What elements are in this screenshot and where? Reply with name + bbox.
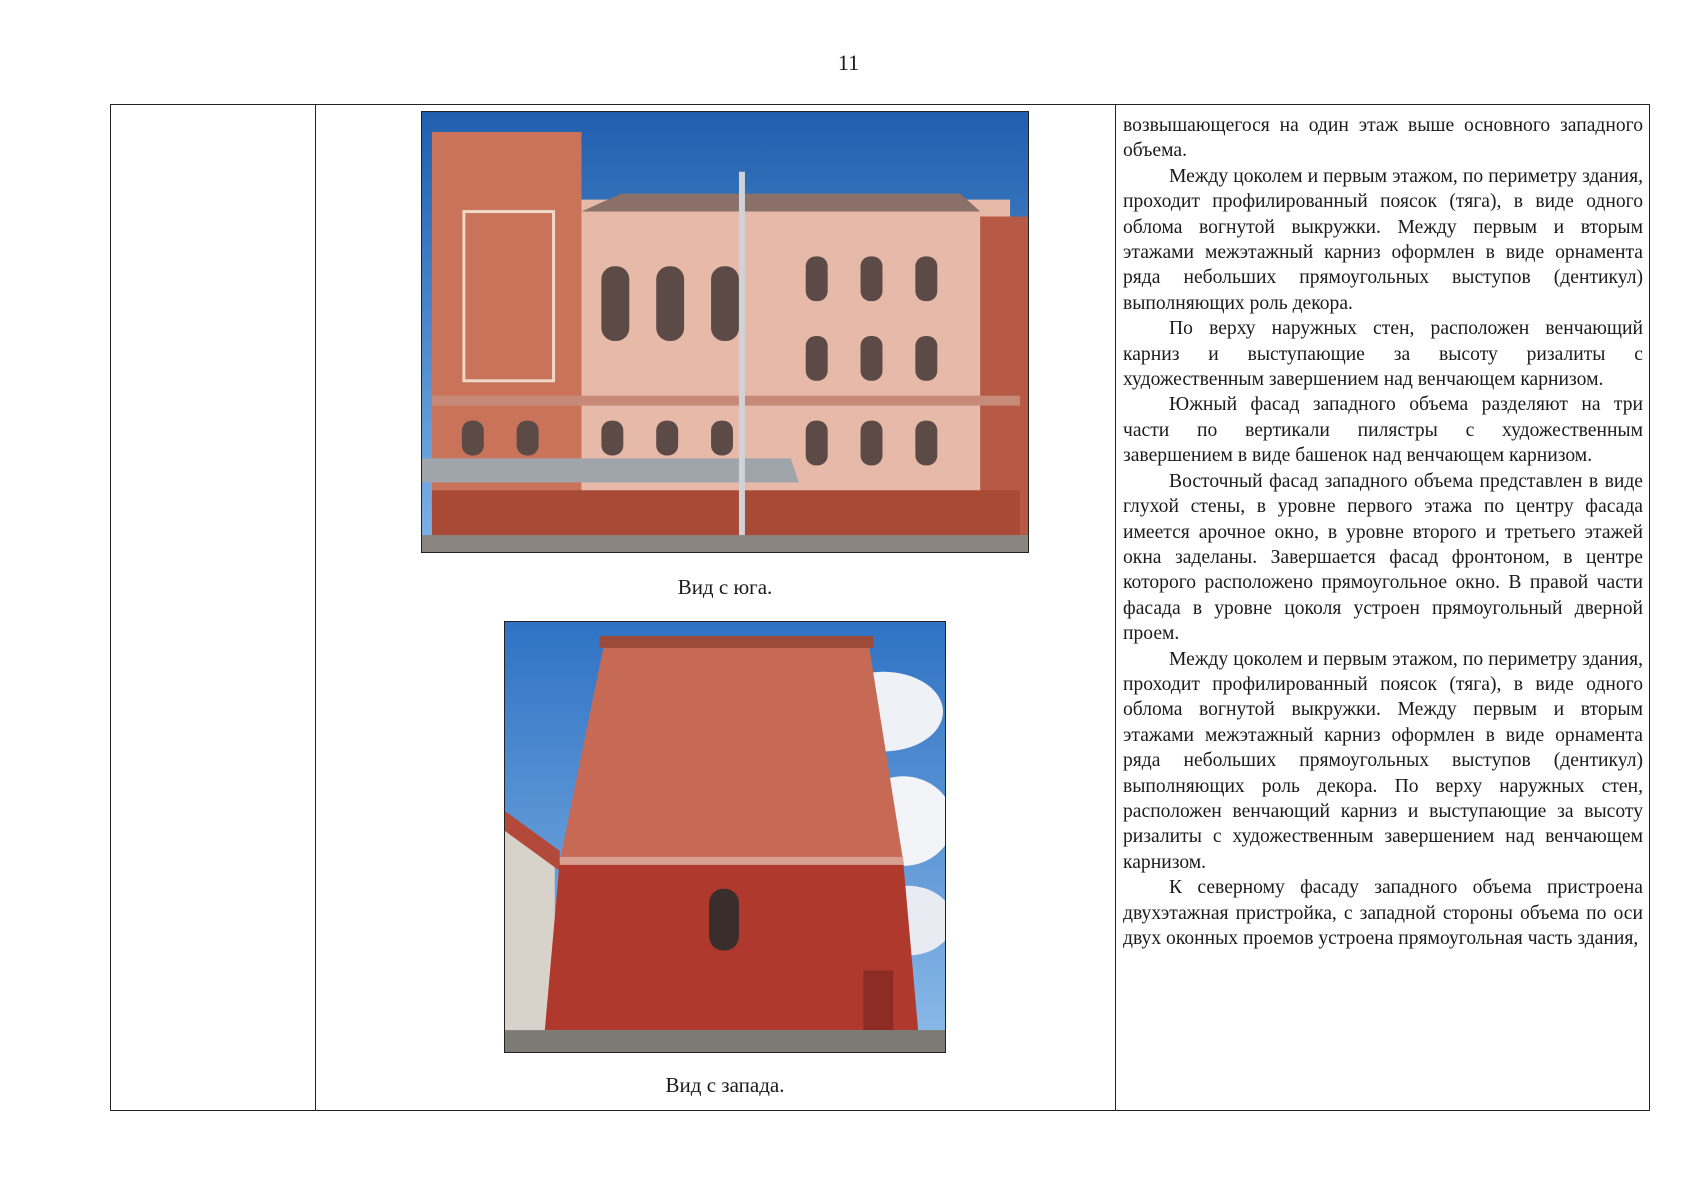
table-column-divider	[315, 105, 316, 1110]
paragraph: По верху наружных стен, расположен венчающий карниз и выступающие за высоту ризалиты с художественным завершением над венчающем карнизом.	[1123, 318, 1643, 391]
photo-view-from-south	[421, 111, 1029, 553]
paragraph: Южный фасад западного объема разделяют на три части по вертикали пилястры с художественным завершением в виде башенок над венчающем карнизом.	[1123, 394, 1643, 467]
photo-view-from-west	[504, 621, 946, 1053]
paragraph: К северному фасаду западного объема пристроена двухэтажная пристройка, с западной стороны объема по оси двух оконных проемов устроена прямоугольная часть здания,	[1123, 877, 1643, 949]
description-text	[1123, 113, 1643, 951]
dentil-band	[560, 857, 903, 865]
door	[863, 970, 893, 1030]
caption-view-from-west: Вид с запада.	[665, 1073, 785, 1097]
paragraph: возвышающегося на один этаж выше основного западного объема.	[1123, 115, 1643, 162]
ground	[505, 1030, 945, 1052]
cornice-band	[432, 396, 1020, 406]
west-facade-image	[505, 622, 945, 1052]
document-table	[110, 104, 1650, 1111]
paragraph: Восточный фасад западного объема представлен в виде глухой стены, в уровне первого этажа по центру фасада имеется арочное окно, в уровне второго и третьего этажей окна заделаны. Завершается фасад фронтоном, в центре которого расположено прямоугольное окно. В правой части фасада в уровне цоколя устроен прямоугольный дверной проем.	[1123, 470, 1643, 645]
lamp-post	[739, 172, 745, 550]
table-column-divider	[1115, 105, 1116, 1110]
caption-view-from-south: Вид с юга.	[677, 575, 773, 599]
paragraph: Между цоколем и первым этажом, по периметру здания, проходит профилированный поясок (тяга), в виде одного облома вогнутой выкружки. Между первым и вторым этажами межэтажный карниз оформлен в виде орнамента ряда небольших прямоугольных выступов (дентикул) выполняющих роль декора.	[1123, 165, 1643, 314]
right-wing	[980, 217, 1028, 536]
arched-window	[709, 889, 739, 951]
roof	[581, 194, 980, 212]
cornice	[600, 636, 874, 648]
south-facade-image	[422, 112, 1028, 552]
paragraph: Между цоколем и первым этажом, по периметру здания, проходит профилированный поясок (тяга), в виде одного облома вогнутой выкружки. Между первым и вторым этажами межэтажный карниз оформлен в виде орнамента ряда небольших прямоугольных выступов (дентикул) выполняющих роль декора. По верху наружных стен, расположен венчающий карниз и выступающие за высоту ризалиты с художественным завершением над венчающем карнизом.	[1123, 648, 1643, 873]
upper-wall	[560, 642, 903, 861]
page-number: 11	[837, 50, 860, 75]
pavement	[422, 535, 1028, 552]
